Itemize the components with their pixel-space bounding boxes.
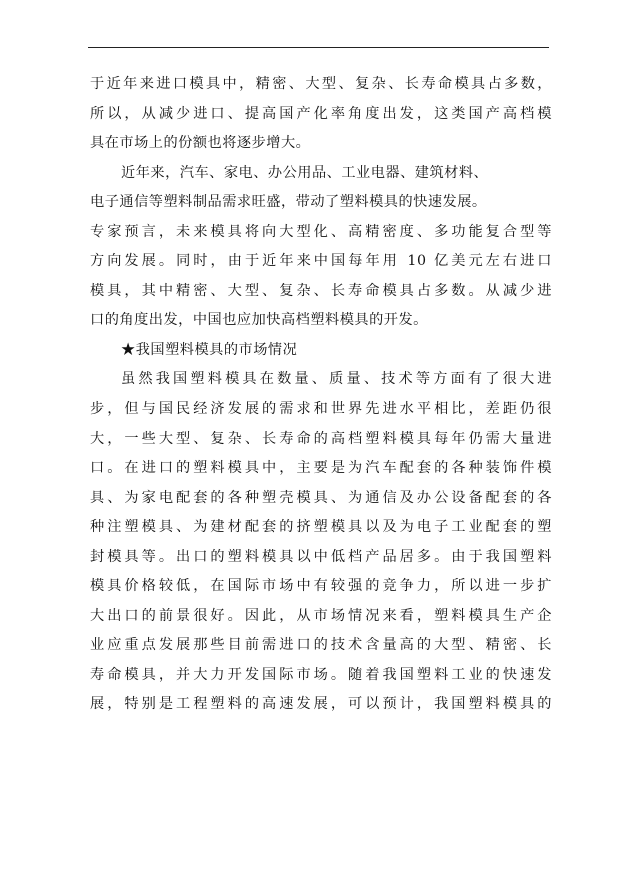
paragraph-line: 封模具等。出口的塑料模具以中低档产品居多。由于我国塑料	[90, 548, 552, 565]
paragraph-line: 具、为家电配套的各种塑壳模具、为通信及办公设备配套的各	[90, 489, 552, 506]
paragraph-line: 电子通信等塑料制品需求旺盛，带动了塑料模具的快速发展。	[90, 194, 487, 211]
paragraph-line: 于近年来进口模具中，精密、大型、复杂、长寿命模具占多数，	[90, 76, 552, 92]
paragraph-line: 具在市场上的份额也将逐步增大。	[90, 135, 311, 152]
paragraph-line: 大，一些大型、复杂、长寿命的高档塑料模具每年仍需大量进	[90, 430, 552, 447]
header-rule	[88, 47, 549, 48]
paragraph-line: 业应重点发展那些目前需进口的技术含量高的大型、精密、长	[90, 637, 552, 654]
paragraph-line: 所以，从减少进口、提高国产化率角度出发，这类国产高档模	[90, 105, 552, 122]
paragraph-line: 方向发展。同时，由于近年来中国每年用 10 亿美元左右进口	[90, 253, 552, 270]
paragraph-line: 近年来，汽车、家电、办公用品、工业电器、建筑材料、	[121, 164, 489, 181]
paragraph-line: 步，但与国民经济发展的需求和世界先进水平相比，差距仍很	[90, 401, 552, 418]
paragraph-line: 模具，其中精密、大型、复杂、长寿命模具占多数。从减少进	[90, 282, 552, 299]
paragraph-line: 展，特别是工程塑料的高速发展，可以预计，我国塑料模具的	[90, 696, 552, 713]
paragraph-line: 专家预言，未来模具将向大型化、高精密度、多功能复合型等	[90, 223, 552, 240]
section-heading: ★我国塑料模具的市场情况	[121, 341, 298, 358]
paragraph-line: 虽然我国塑料模具在数量、质量、技术等方面有了很大进	[121, 371, 552, 388]
paragraph-line: 大出口的前景很好。因此，从市场情况来看，塑料模具生产企	[90, 607, 552, 624]
paragraph-line: 模具价格较低，在国际市场中有较强的竞争力，所以进一步扩	[90, 578, 552, 595]
paragraph-line: 种注塑模具、为建材配套的挤塑模具以及为电子工业配套的塑	[90, 519, 552, 536]
paragraph-line: 寿命模具，并大力开发国际市场。随着我国塑料工业的快速发	[90, 666, 552, 683]
paragraph-line: 口。在进口的塑料模具中，主要是为汽车配套的各种装饰件模	[90, 460, 552, 477]
body-text	[90, 70, 552, 720]
paragraph-line: 口的角度出发，中国也应加快高档塑料模具的开发。	[90, 312, 428, 329]
